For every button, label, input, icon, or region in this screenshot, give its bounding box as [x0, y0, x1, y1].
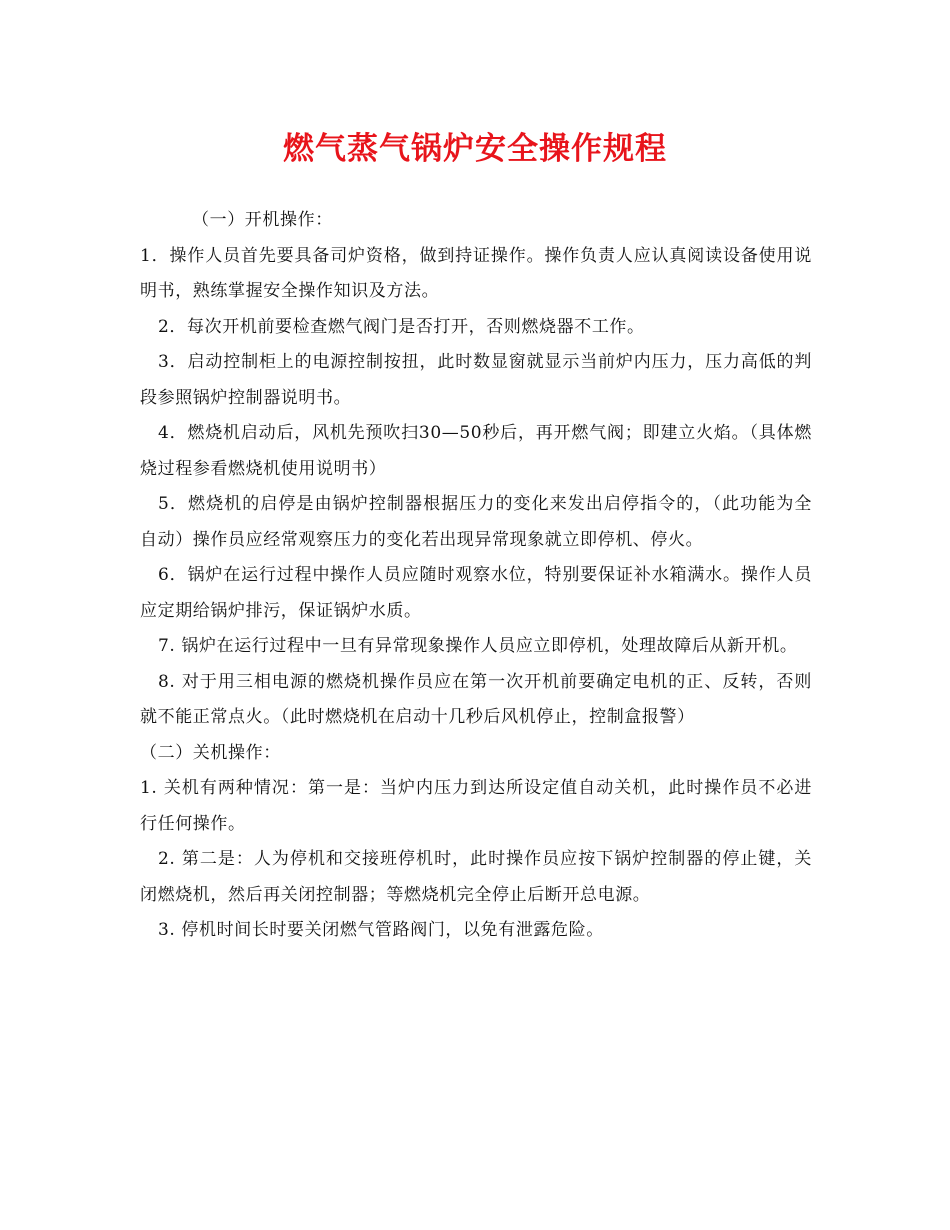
- paragraph-startup-2: 2．每次开机前要检查燃气阀门是否打开，否则燃烧器不工作。: [158, 316, 645, 337]
- paragraph-shutdown-1: 1. 关机有两种情况：第一是：当炉内压力到达所设定值自动关机，此时操作员不必进行任何操作。: [140, 778, 812, 834]
- section-heading-shutdown: （二）关机操作：: [140, 742, 281, 763]
- document-body: [140, 203, 812, 949]
- paragraph-startup-6: 6．锅炉在运行过程中操作人员应随时观察水位，特别要保证补水箱满水。操作人员应定期给锅炉排污，保证锅炉水质。: [140, 565, 812, 621]
- paragraph-shutdown-3: 3. 停机时间长时要关闭燃气管路阀门，以免有泄露危险。: [158, 920, 604, 940]
- paragraph-startup-5: 5．燃烧机的启停是由锅炉控制器根据压力的变化来发出启停指令的，（此功能为全自动）操作员应经常观察压力的变化若出现异常现象就立即停机、停火。: [140, 494, 812, 550]
- paragraph-startup-4: 4．燃烧机启动后，风机先预吹扫30—50秒后，再开燃气阀；即建立火焰。（具体燃烧过程参看燃烧机使用说明书）: [140, 423, 812, 479]
- section-heading-startup: （一）开机操作：: [192, 210, 333, 230]
- paragraph-startup-3: 3．启动控制柜上的电源控制按扭，此时数显窗就显示当前炉内压力，压力高低的判段参照锅炉控制器说明书。: [140, 352, 812, 408]
- paragraph-startup-8: 8. 对于用三相电源的燃烧机操作员应在第一次开机前要确定电机的正、反转，否则就不能正常点火。（此时燃烧机在启动十几秒后风机停止，控制盒报警）: [140, 671, 812, 727]
- document-title: 燃气蒸气锅炉安全操作规程: [283, 131, 667, 167]
- paragraph-startup-7: 7. 锅炉在运行过程中一旦有异常现象操作人员应立即停机，处理故障后从新开机。: [158, 636, 798, 656]
- paragraph-shutdown-2: 2. 第二是：人为停机和交接班停机时，此时操作员应按下锅炉控制器的停止键，关闭燃烧机，然后再关闭控制器；等燃烧机完全停止后断开总电源。: [140, 849, 812, 905]
- paragraph-startup-1: 1．操作人员首先要具备司炉资格，做到持证操作。操作负责人应认真阅读设备使用说明书，熟练掌握安全操作知识及方法。: [140, 245, 812, 301]
